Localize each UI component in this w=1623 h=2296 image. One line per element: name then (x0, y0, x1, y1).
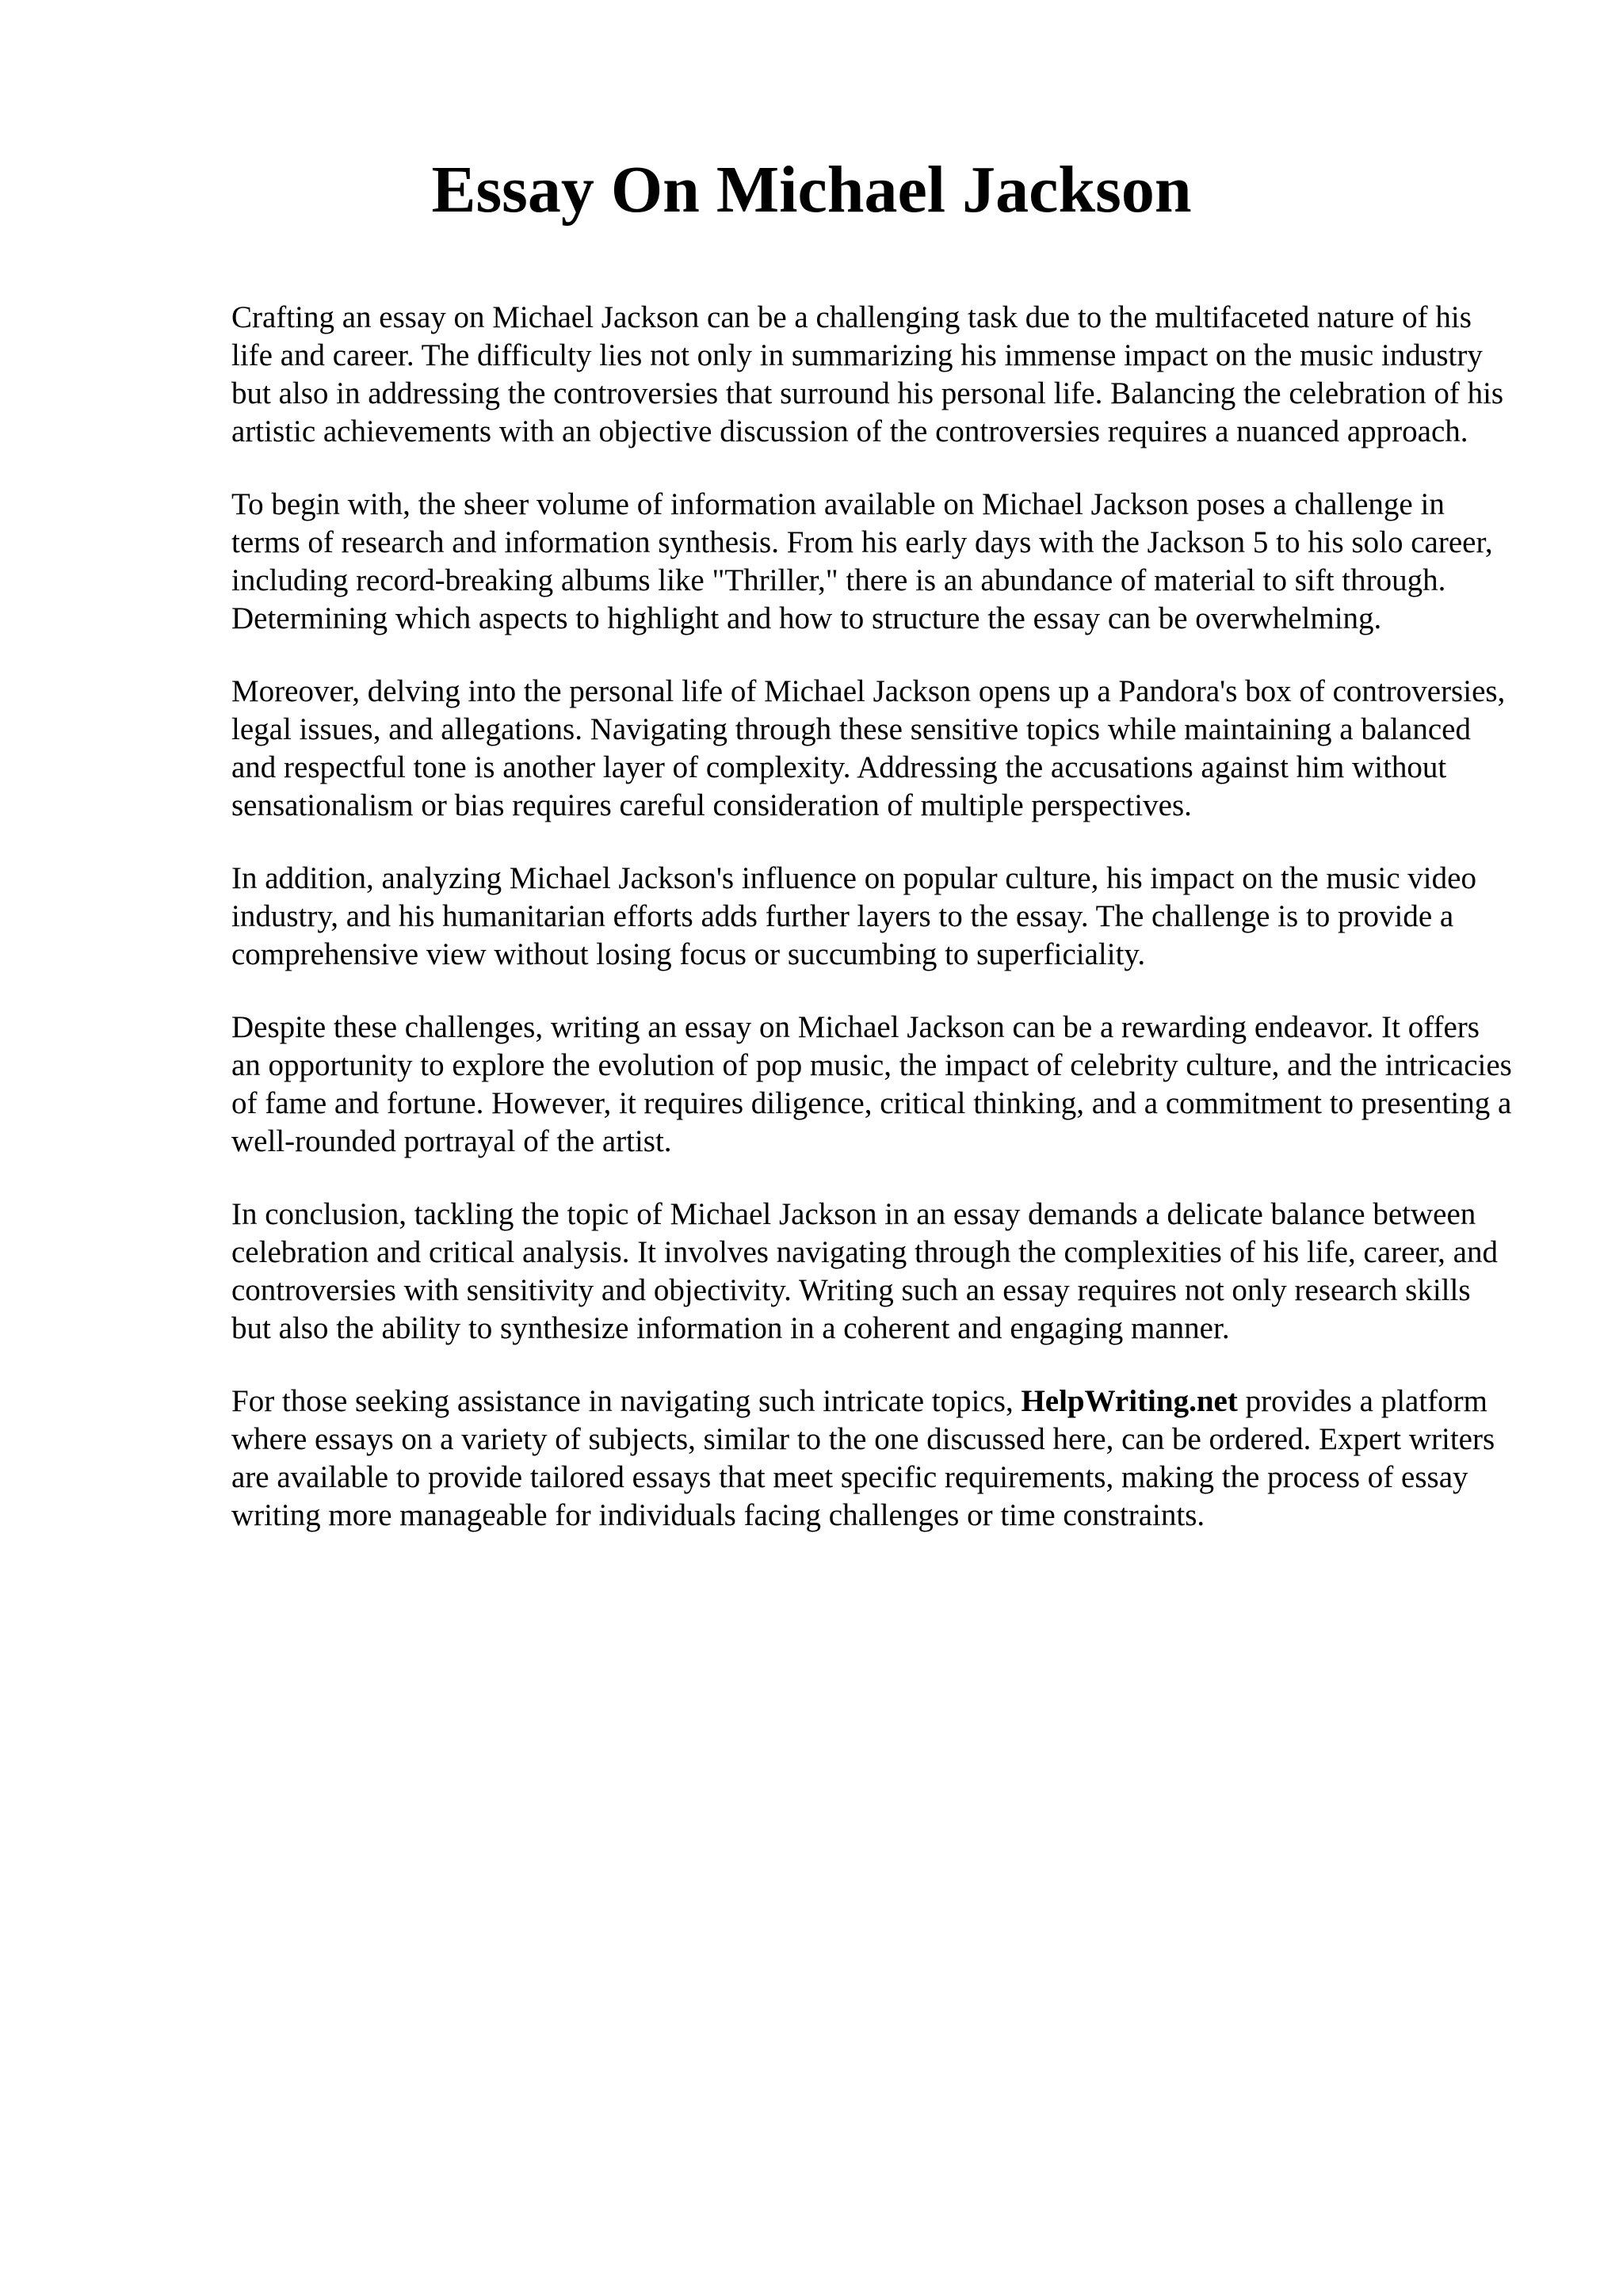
paragraph-5: Despite these challenges, writing an essay on Michael Jackson can be a rewarding endeavor. It offers an opportunity to explore the evolution of pop music, the impact of celebrity culture, and the intricacies of fame and fortune. However, it requires diligence, critical thinking, and a commitment to presenting a well-rounded portrayal of the artist. (231, 1010, 1512, 1158)
paragraph-3: Moreover, delving into the personal life of Michael Jackson opens up a Pandora's box of controversies, legal issues, and allegations. Navigating through these sensitive topics while maintaining a balanced and respectful tone is another layer of complexity. Addressing the accusations against him without sensationalism or bias requires careful consideration of multiple perspectives. (231, 674, 1506, 822)
brand-link-text[interactable]: HelpWriting.net (1021, 1384, 1238, 1418)
paragraph-2: To begin with, the sheer volume of information available on Michael Jackson poses a challenge in terms of research and information synthesis. From his early days with the Jackson 5 to his solo career, including record-breaking albums like "Thriller," there is an abundance of material to sift through. Determining which aspects to highlight and how to structure the essay can be overwhelming. (231, 487, 1493, 635)
closing-text-before: For those seeking assistance in navigating such intricate topics, (231, 1384, 1022, 1418)
closing-text-after: provides a platform where essays on a variety of subjects, similar to the one discussed here, can be ordered. Expert writers are available to provide tailored essays that meet specific requirements, making the process of essay writing more manageable for individuals facing challenges or time constraints. (231, 1384, 1495, 1532)
paragraph-6: In conclusion, tackling the topic of Michael Jackson in an essay demands a delicate balance between celebration and critical analysis. It involves navigating through the complexities of his life, career, and controversies with sensitivity and objectivity. Writing such an essay requires not only research skills but also the ability to synthesize information in a coherent and engaging manner. (231, 1197, 1498, 1345)
paragraph-closing (231, 1383, 1515, 1535)
essay-body (231, 299, 1515, 1569)
paragraph-1: Crafting an essay on Michael Jackson can be a challenging task due to the multifaceted nature of his life and career. The difficulty lies not only in summarizing his immense impact on the music industry but also in addressing the controversies that surround his personal life. Balancing the celebration of his artistic achievements with an objective discussion of the controversies requires a nuanced approach. (231, 300, 1504, 448)
paragraph-4: In addition, analyzing Michael Jackson's influence on popular culture, his impact on the music video industry, and his humanitarian efforts adds further layers to the essay. The challenge is to provide a comprehensive view without losing focus or succumbing to superficiality. (231, 861, 1476, 971)
page-title: Essay On Michael Jackson (431, 153, 1192, 227)
